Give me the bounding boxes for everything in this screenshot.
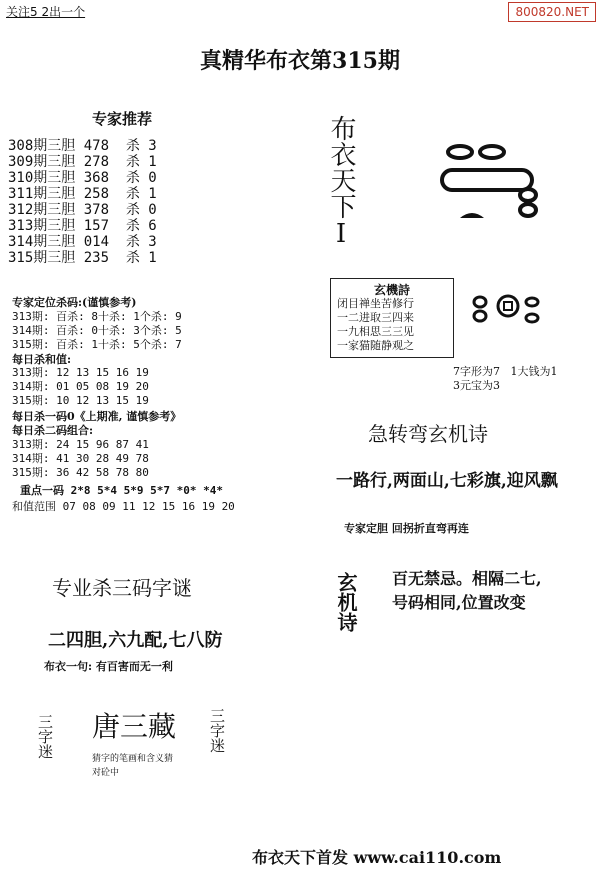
daily-sum-title: 每日杀和值:	[12, 353, 72, 366]
list-item: 314期: 01 05 08 19 20	[12, 380, 149, 393]
coins-picture-small	[470, 288, 560, 333]
sum-range: 和值范围 07 08 09 11 12 15 16 19 20	[12, 500, 235, 513]
list-item: 315期: 36 42 58 78 80	[12, 466, 149, 479]
daily-sum-list	[12, 366, 149, 408]
expert-sure: 专家定胆 回拐折直弯再连	[344, 522, 469, 535]
tang-hint-2: 对砼中	[92, 768, 120, 778]
poem-line: 闭目禅坐苦修行	[337, 297, 414, 310]
experts-title: 专家推荐	[92, 110, 153, 128]
list-item: 313期: 百杀: 8十杀: 1个杀: 9	[12, 310, 182, 323]
list-item: 315期: 百杀: 1十杀: 5个杀: 7	[12, 338, 182, 351]
page-title: 真精华布衣第315期	[200, 48, 400, 74]
list-item: 313期: 24 15 96 87 41	[12, 438, 149, 451]
buyi-vertical: 布衣天下I	[326, 115, 356, 249]
list-item: 308期三胆 478 杀 3	[8, 138, 157, 154]
list-item: 315期三胆 235 杀 1	[8, 250, 157, 266]
kill3-note: 布衣一句: 有百害而无一利	[44, 660, 173, 673]
list-item: 315期: 10 12 13 15 19	[12, 394, 149, 407]
footer-text[interactable]: 布衣天下首发 www.cai110.com	[252, 848, 502, 867]
tang-left-vertical: 三字迷	[36, 714, 54, 759]
coin-note-1: 7字形为7 1大钱为1	[453, 365, 558, 378]
riddle-line: 一路行,两面山,七彩旗,迎风飘	[336, 471, 558, 491]
position-kill-title: 专家定位杀码:(谨慎参考)	[12, 296, 137, 309]
list-item: 314期: 41 30 28 49 78	[12, 452, 149, 465]
list-item: 311期三胆 258 杀 1	[8, 186, 157, 202]
site-badge[interactable]: 800820.NET	[508, 2, 596, 22]
experts-list	[8, 138, 157, 266]
list-item: 314期: 百杀: 0十杀: 3个杀: 5	[12, 324, 182, 337]
kill3-title: 专业杀三码字谜	[52, 576, 192, 600]
kill3-line: 二四胆,六九配,七八防	[48, 630, 223, 651]
list-item: 313期三胆 157 杀 6	[8, 218, 157, 234]
list-item: 314期三胆 014 杀 3	[8, 234, 157, 250]
position-kill-list	[12, 310, 182, 352]
poem-line: 一家猫随静观之	[337, 339, 414, 352]
poem-title: 玄機詩	[373, 283, 410, 297]
xuanji-vertical: 玄机诗	[334, 572, 358, 632]
poem-box	[330, 278, 454, 358]
daily-two-list	[12, 438, 149, 480]
list-item: 313期: 12 13 15 16 19	[12, 366, 149, 379]
list-item: 309期三胆 278 杀 1	[8, 154, 157, 170]
daily-one-title: 每日杀一码0《上期准, 谨慎参考》	[12, 410, 182, 423]
tang-center: 唐三藏	[92, 710, 177, 743]
xuanji-line-2: 号码相同,位置改变	[392, 593, 526, 612]
list-item: 312期三胆 378 杀 0	[8, 202, 157, 218]
coin-note-2: 3元宝为3	[453, 379, 500, 392]
poem-line: 一九相思三三见	[337, 325, 414, 338]
xuanji-line-1: 百无禁忌。相隔二七,	[392, 569, 542, 588]
daily-two-title: 每日杀二码组合:	[12, 424, 94, 437]
riddle-title: 急转弯玄机诗	[368, 422, 488, 446]
poem-line: 一二进取三四来	[337, 311, 414, 324]
top-note: 关注5 2出一个	[6, 5, 86, 19]
tang-right-vertical: 三字迷	[208, 708, 226, 753]
tang-hint-1: 猜字的笔画和含义猜	[92, 754, 174, 764]
coins-picture	[420, 140, 550, 225]
focus-code: 重点一码 2*8 5*4 5*9 5*7 *0* *4*	[20, 484, 223, 497]
list-item: 310期三胆 368 杀 0	[8, 170, 157, 186]
